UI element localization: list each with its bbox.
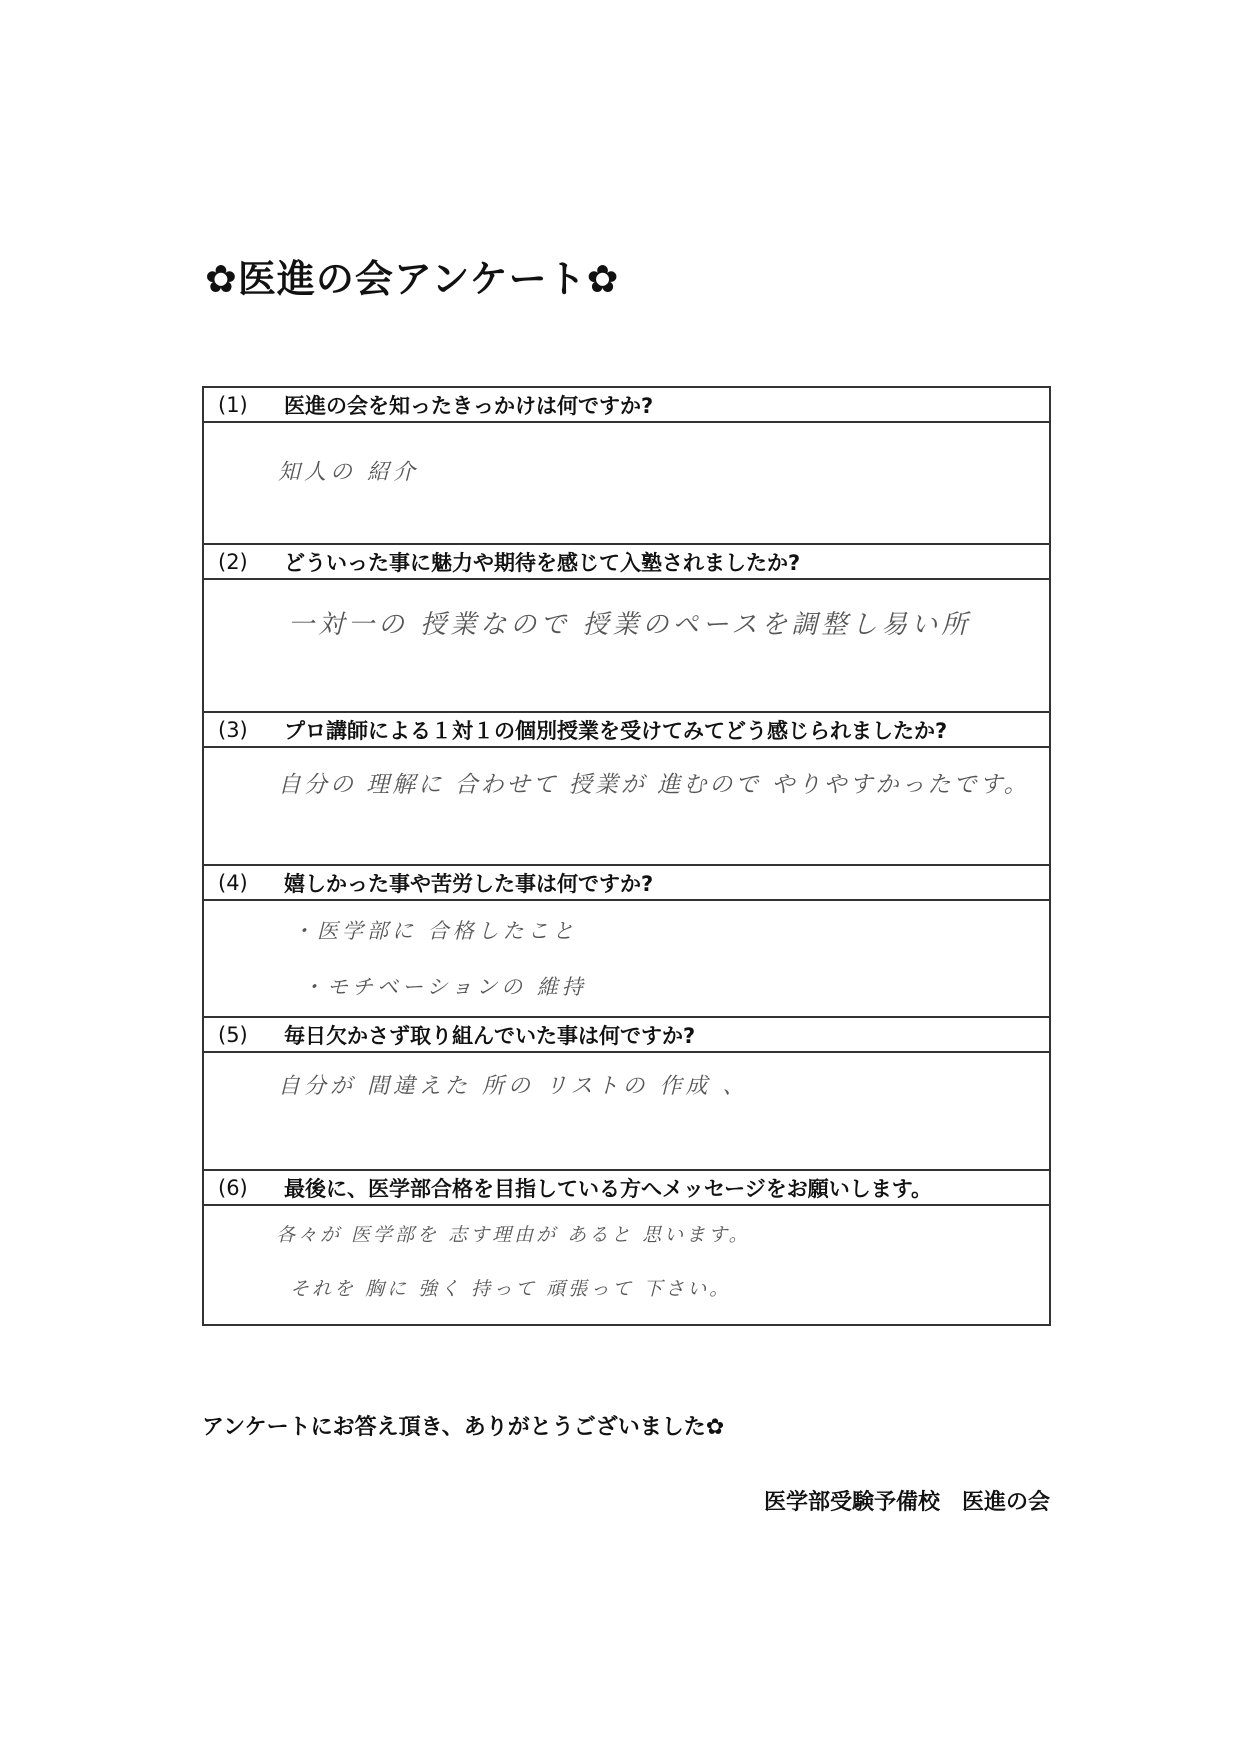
question-text: 最後に、医学部合格を目指している方へメッセージをお願いします。 xyxy=(284,1176,933,1201)
question-header-6 xyxy=(204,1171,1049,1206)
answer-box-4 xyxy=(204,901,1049,1018)
question-header-3 xyxy=(204,713,1049,748)
question-number: (1) xyxy=(218,392,248,417)
handwritten-answer: 一対一の 授業なので 授業のペースを調整し易い所 xyxy=(288,610,972,640)
handwritten-answer: ・医学部に 合格したこと xyxy=(292,919,578,943)
question-header-4 xyxy=(204,866,1049,901)
page-title xyxy=(205,248,619,303)
question-number: (4) xyxy=(218,870,248,895)
closing-text: アンケートにお答え頂き、ありがとうございました xyxy=(202,1415,706,1440)
school-name: 医進の会 xyxy=(961,1490,1050,1515)
answer-box-2 xyxy=(204,580,1049,713)
answer-box-3 xyxy=(204,748,1049,866)
closing-message xyxy=(202,1410,724,1441)
answer-box-6 xyxy=(204,1206,1049,1324)
question-number: (6) xyxy=(218,1175,248,1200)
title-text: 医進の会アンケート xyxy=(237,257,587,301)
handwritten-answer: 知人の 紹介 xyxy=(278,460,419,485)
question-header-2 xyxy=(204,545,1049,580)
handwritten-answer: 自分の 理解に 合わせて 授業が 進むので やりやすかったです。 xyxy=(278,772,1030,798)
flower-icon: ✿ xyxy=(586,257,620,301)
question-number: (3) xyxy=(218,717,248,742)
handwritten-answer: ・モチベーションの 維持 xyxy=(302,975,587,999)
flower-icon: ✿ xyxy=(205,257,238,301)
school-type: 医学部受験予備校 xyxy=(763,1490,940,1515)
flower-icon: ✿ xyxy=(705,1415,725,1440)
answer-box-5 xyxy=(204,1053,1049,1171)
question-text: 毎日欠かさず取り組んでいた事は何ですか? xyxy=(284,1023,696,1048)
question-text: 医進の会を知ったきっかけは何ですか? xyxy=(284,393,654,418)
answer-box-1 xyxy=(204,423,1049,545)
school-signature xyxy=(764,1485,1050,1516)
question-header-1 xyxy=(204,388,1049,423)
survey-table xyxy=(202,386,1051,1326)
handwritten-answer: 各々が 医学部を 志す理由が あると 思います。 xyxy=(276,1224,751,1246)
question-number: (2) xyxy=(218,549,248,574)
handwritten-answer: それを 胸に 強く 持って 頑張って 下さい。 xyxy=(290,1278,732,1300)
question-number: (5) xyxy=(218,1022,248,1047)
handwritten-answer: 自分が 間違えた 所の リストの 作成 、 xyxy=(278,1074,749,1099)
question-text: どういった事に魅力や期待を感じて入塾されましたか? xyxy=(284,550,801,575)
question-text: プロ講師による１対１の個別授業を受けてみてどう感じられましたか? xyxy=(284,718,948,743)
question-text: 嬉しかった事や苦労した事は何ですか? xyxy=(284,871,654,896)
question-header-5 xyxy=(204,1018,1049,1053)
